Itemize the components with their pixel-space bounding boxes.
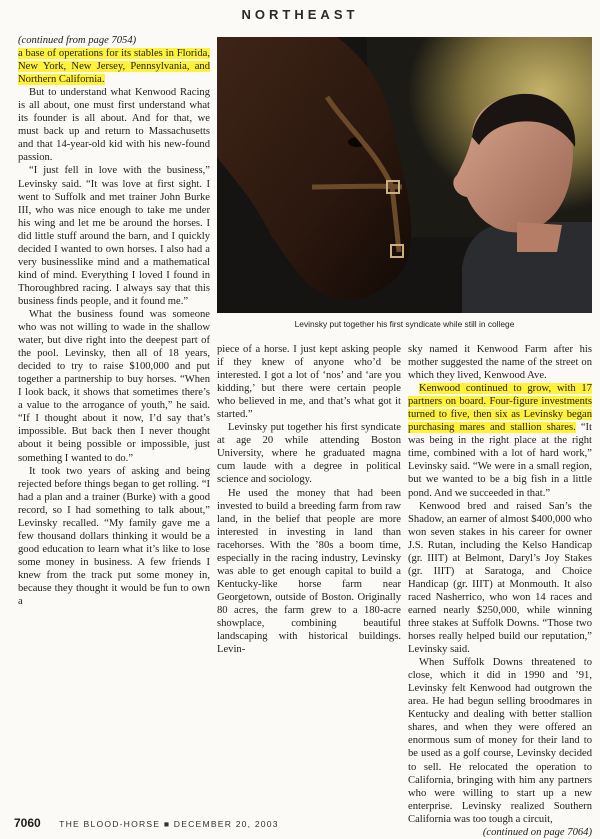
- article-column-1: [18, 34, 210, 608]
- highlighted-text: a base of operations for its stables in Florida, New York, New Jersey, Pennsylvania, and Northern California.: [18, 48, 210, 86]
- continued-on-note: (continued on page 7064): [482, 826, 592, 838]
- photo-illustration: [217, 37, 592, 313]
- paragraph: When Suffolk Downs threatened to close, which it did in 1990 and ’91, Levinsky felt Kenwood had outgrown the area. He had begun selling broodmares in Kentucky and dealing with better stallion shares, and when they were offered an enormous sum of money for their land to be used as a golf course, Levinsky decided to sell. He relocated the operation to California, bringing with him any partners who were willing to start up a new enterprise. Levinsky realized Southern California was too tough a circuit,: [408, 657, 592, 825]
- section-header: NORTHEAST: [241, 7, 359, 22]
- paragraph: sky named it Kenwood Farm after his mother suggested the name of the street on which they lived, Kenwood Ave.: [408, 344, 592, 382]
- paragraph-text: “It was being in the right place at the right time, combined with a lot of hard work,” Levinsky said. “We were in a small region, but we wanted to be a big fish in a little pond. And we succeeded in that.”: [408, 422, 592, 499]
- publication-masthead: THE BLOOD-HORSE ■ DECEMBER 20, 2003: [59, 819, 279, 829]
- paragraph: Levinsky put together his first syndicate at age 20 while attending Boston University, where he graduated magna cum laude with a degree in political science and sociology.: [217, 422, 401, 486]
- paragraph: He used the money that had been invested to build a breeding farm from raw land, in the belief that people are more interested in investing in land than racehorses. With the ’80s a boom time, especially in the racing industry, Levinsky was able to get enough capital to build a Kentucky-like horse farm near Georgetown, outside of Boston. Originally 80 acres, the farm grew to a 180-acre showplace, combining beautiful landscaping with historical buildings. Levin-: [217, 487, 401, 656]
- paragraph: It took two years of asking and being rejected before things began to get rolling. “I had a plan and a trainer (Burke) with a good record, so I had something to talk about,” Levinsky recalled. “My family gave me a few thousand dollars thinking it would be a good education to learn what it’s like to lose some money in business. A few friends I knew from the track put some money in, because they thought it would be fun to own a: [18, 465, 210, 608]
- paragraph: Kenwood bred and raised San’s the Shadow, an earner of almost $400,000 who won seven stakes in his career for owner J.S. Rutan, including the Kelso Handicap (gr. IIIT) at Belmont, Daryl’s Joy Stakes (gr. IIIT) at Saratoga, and Choice Handicap (gr. IIIT) at Monmouth. It also raced Nasherrico, who won 14 races and earned nearly $250,000, while winning three stakes at Suffolk Downs. “Those two horses really helped build our reputation,” Levinsky said.: [408, 500, 592, 656]
- article-column-3: [408, 343, 592, 839]
- paragraph: piece of a horse. I just kept asking people if they knew of anyone who’d be interested. I got a lot of ‘nos’ and ‘are you kidding,’ but there were certain people who believed in me, and that’s what got it started.”: [217, 344, 401, 421]
- paragraph: [18, 47, 210, 86]
- page-number: 7060: [14, 816, 41, 830]
- paragraph: “I just fell in love with the business,” Levinsky said. “It was love at first sight. I went to Suffolk and met trainer John Burke III, who was nice enough to take me under his wing and let me be around the horses. I did little stuff around the barn, and I quickly decided I wanted to own horses. I also had a very businesslike mind and a mathematical kind of mind. Everything I loved I found in Thoroughbred racing. I always say that this business finds people, and it found me.”: [18, 165, 210, 307]
- photo-caption: Levinsky put together his first syndicate while still in college: [294, 319, 515, 329]
- page-footer: [14, 814, 594, 832]
- paragraph: What the business found was someone who was not willing to wade in the shallow water, but dive right into the deepest part of the pool. Levinsky, then all of 18 years, decided to try to raise $100,000 and put together a partnership to buy horses. “When I look back, it shows that sometimes there’s a value to the arrogance of youth,” he said. “If I thought about it now, I’d say that’s impossible. But back then I never thought about it being possible or impossible, just something I wanted to do.”: [18, 308, 210, 464]
- highlighted-text: Kenwood continued to grow, with 17 partners on board. Four-figure investments turned to five, then six as Levinsky began purchasing mares and stallion shares.: [408, 383, 592, 434]
- paragraph: [408, 382, 592, 499]
- paragraph: But to understand what Kenwood Racing is all about, one must first understand what its founder is all about. And for that, we must back up and return to Massachusetts and that 14-year-old kid with his new-found passion.: [18, 87, 210, 164]
- article-column-2: [217, 343, 401, 656]
- continued-from-note: (continued from page 7054): [18, 35, 137, 46]
- article-photo: [217, 37, 592, 313]
